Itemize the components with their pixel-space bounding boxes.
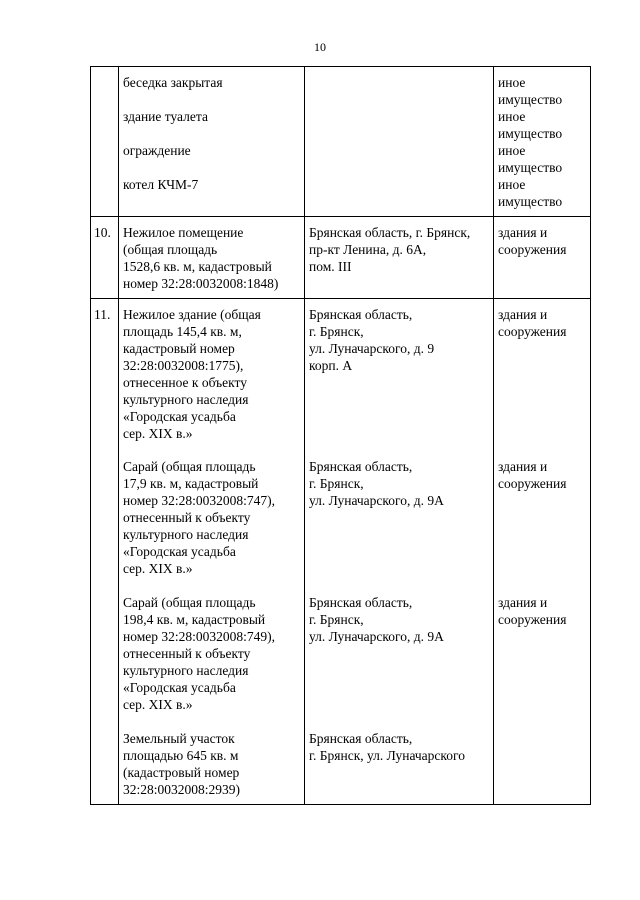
type-text: здания и сооружения (498, 307, 567, 339)
type-cell (494, 299, 591, 805)
type-line: иное (498, 177, 526, 192)
item-label: беседка закрытая (123, 75, 223, 90)
type-cell (494, 217, 591, 299)
table-row-11 (91, 299, 591, 805)
item-label: здание туалета (123, 109, 208, 124)
page-number: 10 (314, 40, 326, 54)
address-cell (305, 217, 494, 299)
type-line: иное (498, 75, 526, 90)
type-line: имущество (498, 194, 563, 209)
row-number: 10. (91, 217, 119, 299)
type-text: здания и сооружения (498, 595, 567, 627)
type-line: иное (498, 109, 526, 124)
description-cell (119, 217, 305, 299)
row-number: 11. (91, 299, 119, 805)
type-line: имущество (498, 92, 563, 107)
address-text: Брянская область, г. Брянск, ул. Луначарского, д. 9А (309, 595, 444, 644)
type-line: иное (498, 143, 526, 158)
type-cell (494, 67, 591, 217)
item-label: котел КЧМ-7 (123, 177, 199, 192)
type-line: имущество (498, 160, 563, 175)
description-cell (119, 299, 305, 805)
type-line: имущество (498, 126, 563, 141)
address-text: Брянская область, г. Брянск, ул. Луначарского, д. 9А (309, 459, 444, 508)
row-number-cell (91, 67, 119, 217)
table-row-continuation (91, 67, 591, 217)
description-cell (119, 67, 305, 217)
description-text: Нежилое здание (общая площадь 145,4 кв. м, кадастровый номер 32:28:0032008:1775), отнесенное к объекту культурного наследия «Городская усадьба сер. XIX в.» (123, 307, 261, 441)
address-text: Брянская область, г. Брянск, ул. Луначарского (309, 731, 465, 763)
address-text: Брянская область, г. Брянск, ул. Луначарского, д. 9 корп. А (309, 307, 435, 373)
type-text: здания и сооружения (498, 225, 567, 257)
description-text: Земельный участок площадью 645 кв. м (кадастровый номер 32:28:0032008:2939) (123, 731, 240, 797)
property-table (90, 66, 591, 805)
address-text: Брянская область, г. Брянск, пр-кт Ленина, д. 6А, пом. III (309, 225, 471, 274)
item-label: ограждение (123, 143, 191, 158)
description-text: Сарай (общая площадь 198,4 кв. м, кадастровый номер 32:28:0032008:749), отнесенный к объекту культурного наследия «Городская усадьба сер. XIX в.» (123, 595, 276, 712)
address-cell (305, 299, 494, 805)
address-cell (305, 67, 494, 217)
type-text: здания и сооружения (498, 459, 567, 491)
description-text: Нежилое помещение (общая площадь 1528,6 кв. м, кадастровый номер 32:28:0032008:1848) (123, 225, 279, 291)
description-text: Сарай (общая площадь 17,9 кв. м, кадастровый номер 32:28:0032008:747), отнесенный к объекту культурного наследия «Городская усадьба сер. XIX в.» (123, 459, 276, 576)
table-row-10 (91, 217, 591, 299)
